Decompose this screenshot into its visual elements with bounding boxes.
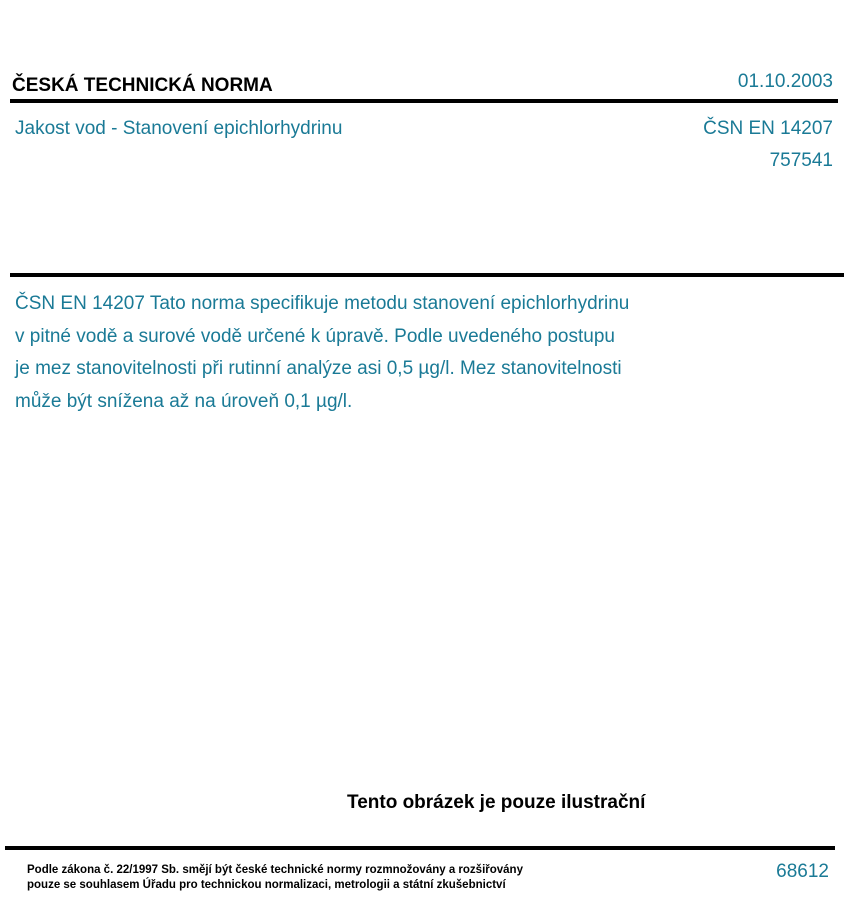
middle-divider xyxy=(10,273,844,277)
publication-date: 01.10.2003 xyxy=(737,71,833,92)
summary-line: může být snížena až na úroveň 0,1 µg/l. xyxy=(15,390,353,412)
legal-notice xyxy=(27,863,523,893)
classification-number: 757541 xyxy=(769,150,833,171)
legal-line: Podle zákona č. 22/1997 Sb. smějí být české technické normy rozmnožovány a rozšiřovány xyxy=(27,864,523,876)
legal-line: pouze se souhlasem Úřadu pro technickou normalizaci, metrologii a státní zkušebnictví xyxy=(27,879,506,891)
norm-title: ČESKÁ TECHNICKÁ NORMA xyxy=(12,75,273,96)
summary-line: v pitné vodě a surové vodě určené k úpravě. Podle uvedeného postupu xyxy=(15,325,615,347)
summary-line: ČSN EN 14207 Tato norma specifikuje metodu stanovení epichlorhydrinu xyxy=(15,293,630,314)
standard-subject: Jakost vod - Stanovení epichlorhydrinu xyxy=(15,118,343,139)
bottom-divider xyxy=(5,846,835,850)
document-id: 68612 xyxy=(776,861,829,882)
standard-summary xyxy=(15,288,735,418)
top-divider xyxy=(10,99,838,103)
standard-code: ČSN EN 14207 xyxy=(703,118,833,139)
illustration-notice: Tento obrázek je pouze ilustrační xyxy=(347,792,646,813)
summary-line: je mez stanovitelnosti při rutinní analýze asi 0,5 µg/l. Mez stanovitelnosti xyxy=(15,358,622,379)
